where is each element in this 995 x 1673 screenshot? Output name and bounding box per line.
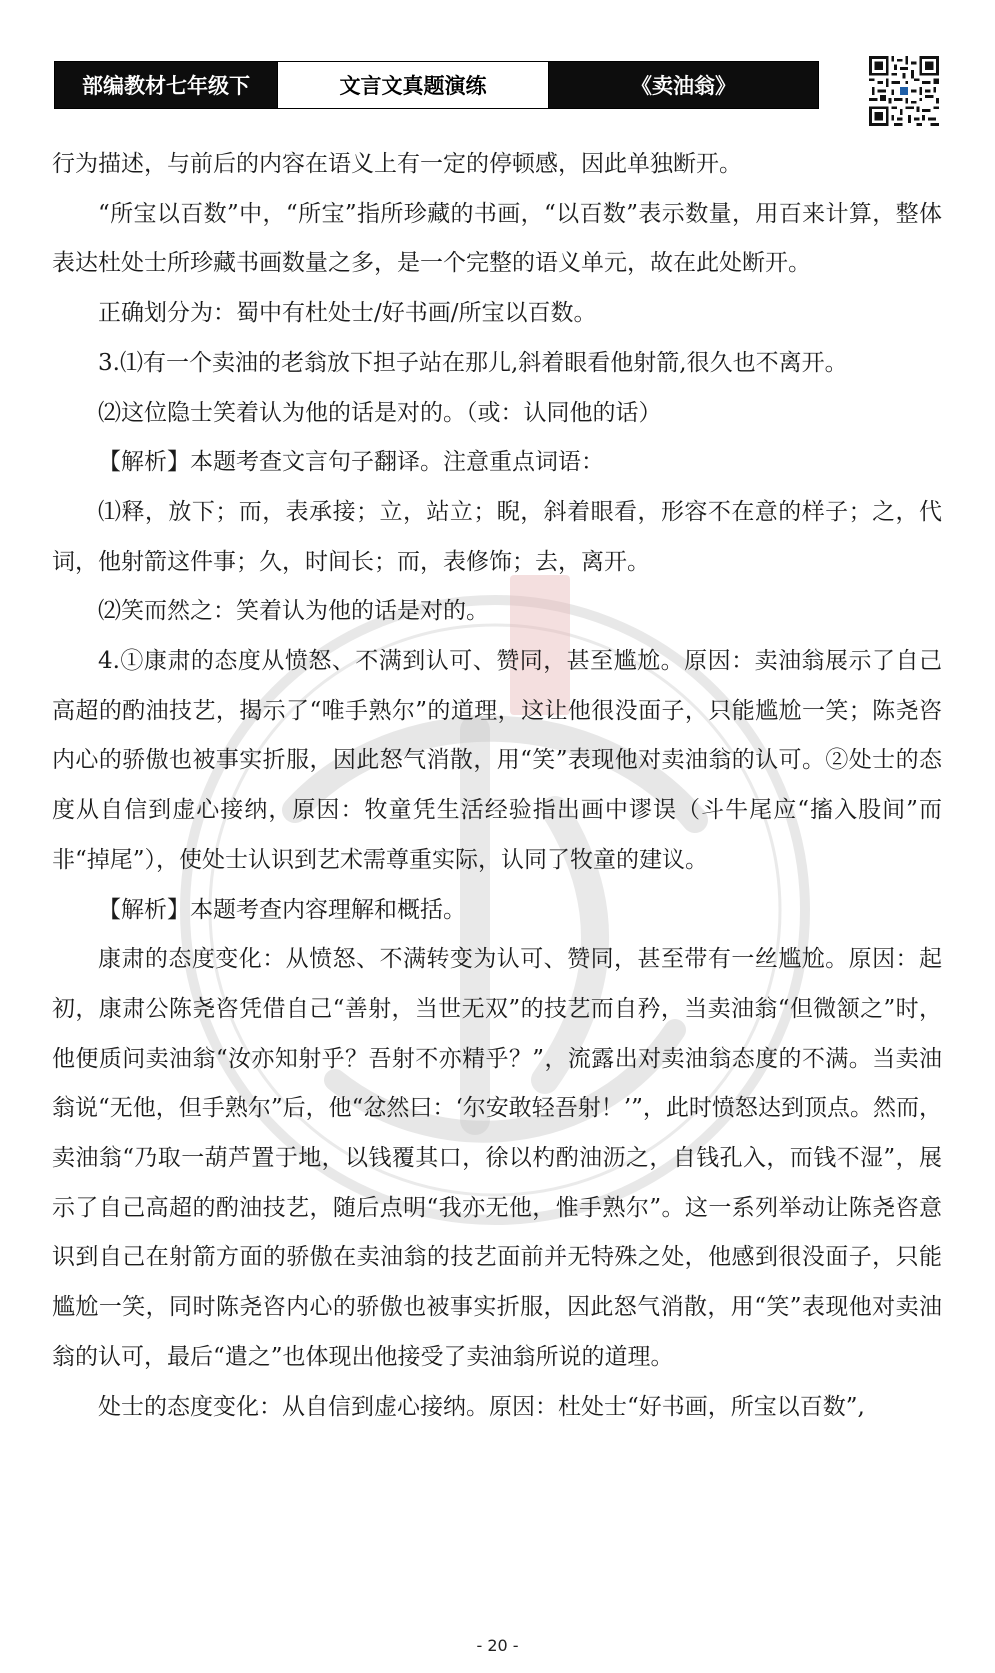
paragraph: “所宝以百数”中，“所宝”指所珍藏的书画，“以百数”表示数量，用百来计算，整体表达杜处士所珍藏书画数量之多，是一个完整的语义单元，故在此处断开。 <box>52 200 942 277</box>
answer-content <box>52 140 942 1432</box>
paragraph: ⑵这位隐士笑着认为他的话是对的。（或：认同他的话） <box>98 399 662 426</box>
header-grade: 部编教材七年级下 <box>55 62 277 108</box>
paragraph: 【解析】本题考查内容理解和概括。 <box>98 896 466 923</box>
page-header <box>54 61 819 109</box>
paragraph: 4.①康肃的态度从愤怒、不满到认可、赞同，甚至尴尬。原因：卖油翁展示了自己高超的酌油技艺，揭示了“唯手熟尔”的道理，这让他很没面子，只能尴尬一笑；陈尧咨内心的骄傲也被事实折服，因此怒气消散，用“笑”表现他对卖油翁的认可。②处士的态度从自信到虚心接纳，原因：牧童凭生活经验指出画中谬误（斗牛尾应“搐入股间”而非“掉尾”），使处士认识到艺术需尊重实际，认同了牧童的建议。 <box>52 648 942 873</box>
paragraph: 【解析】本题考查文言句子翻译。注意重点词语： <box>98 449 604 476</box>
paragraph: 行为描述，与前后的内容在语义上有一定的停顿感，因此单独断开。 <box>52 151 742 177</box>
paragraph: ⑴释，放下；而，表承接；立，站立；睨，斜着眼看，形容不在意的样子；之，代词，他射箭这件事；久，时间长；而，表修饰；去，离开。 <box>52 498 942 575</box>
paragraph: ⑵笑而然之：笑着认为他的话是对的。 <box>98 598 489 625</box>
header-title: 《卖油翁》 <box>549 62 818 108</box>
header-section: 文言文真题演练 <box>277 62 549 108</box>
qr-code-icon <box>869 56 939 126</box>
page-number: - 20 - <box>476 1636 519 1655</box>
paragraph: 3.⑴有一个卖油的老翁放下担子站在那儿,斜着眼看他射箭,很久也不离开。 <box>98 349 848 376</box>
paragraph: 处士的态度变化：从自信到虚心接纳。原因：杜处士“好书画，所宝以百数”, <box>98 1393 865 1420</box>
paragraph: 正确划分为：蜀中有杜处士/好书画/所宝以百数。 <box>98 300 597 327</box>
paragraph: 康肃的态度变化：从愤怒、不满转变为认可、赞同，甚至带有一丝尴尬。原因：起初，康肃公陈尧咨凭借自己“善射，当世无双”的技艺而自矜，当卖油翁“但微颔之”时，他便质问卖油翁“汝亦知射乎？吾射不亦精乎？”，流露出对卖油翁态度的不满。当卖油翁说“无他，但手熟尔”后，他“忿然曰：‘尔安敢轻吾射！’”，此时愤怒达到顶点。然而，卖油翁“乃取一葫芦置于地，以钱覆其口，徐以杓酌油沥之，自钱孔入，而钱不湿”，展示了自己高超的酌油技艺，随后点明“我亦无他，惟手熟尔”。这一系列举动让陈尧咨意识到自己在射箭方面的骄傲在卖油翁的技艺面前并无特殊之处，他感到很没面子，只能尴尬一笑，同时陈尧咨内心的骄傲也被事实折服，因此怒气消散，用“笑”表现他对卖油翁的认可，最后“遣之”也体现出他接受了卖油翁所说的道理。 <box>52 946 942 1370</box>
